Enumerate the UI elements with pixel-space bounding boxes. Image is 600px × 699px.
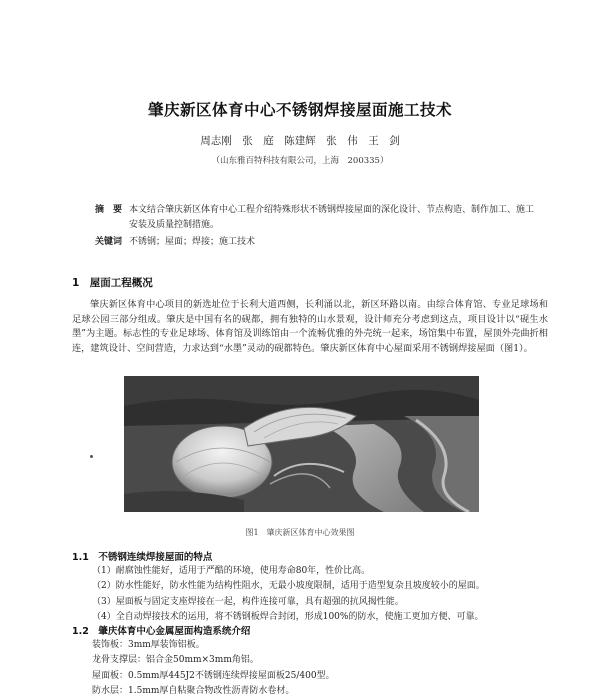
keywords-text: 不锈钢；屋面；焊接；施工技术 xyxy=(129,237,256,247)
author-list: 周志刚 张 庭 陈建辉 张 伟 王 剑 xyxy=(200,135,400,147)
scan-speck xyxy=(90,455,93,458)
roof-layers-list xyxy=(92,638,548,699)
figure-caption: 图1 肇庆新区体育中心效果图 xyxy=(245,528,355,537)
stadium-aerial-image xyxy=(124,376,479,512)
list-item: （3）屋面板与固定支座焊接在一起，构件连接可靠，具有超强的抗风揭性能。 xyxy=(92,596,404,607)
abstract-text: 本文结合肇庆新区体育中心工程介绍特殊形状不锈钢焊接屋面的深化设计、节点构造、制作加工、施工安装及质量控制措施。 xyxy=(129,205,535,230)
list-item: （4）全自动焊接技术的运用，将不锈钢板焊合封闭，形成100%的防水，使施工更加方便、可靠。 xyxy=(92,611,484,622)
section-heading: 1 屋面工程概况 xyxy=(72,277,153,289)
abstract-block xyxy=(95,203,543,252)
stadium-rendering-figure xyxy=(124,376,479,512)
list-item: 防水层：1.5mm厚自粘聚合物改性沥青防水卷材。 xyxy=(92,685,295,696)
features-list xyxy=(92,564,548,625)
abstract-label: 摘 要 xyxy=(95,205,123,215)
list-item: （1）耐腐蚀性能好，适用于严酷的环境，使用寿命80年，性价比高。 xyxy=(92,566,371,576)
paper-title: 肇庆新区体育中心不锈钢焊接屋面施工技术 xyxy=(147,101,452,119)
list-item: （2）防水性能好，防水性能为结构性阻水，无最小坡度限制，适用于造型复杂且坡度较小的屋面。 xyxy=(92,581,485,592)
subsection-heading-1-1: 1.1 不锈钢连续焊接屋面的特点 xyxy=(72,552,213,563)
keywords-label: 关键词 xyxy=(95,237,123,247)
section-paragraph: 肇庆新区体育中心项目的新选址位于长利大道西侧，长利涌以北，新区环路以南。由综合体育馆、专业足球场和足球公园三部分组成。肇庆是中国有名的砚都，拥有独特的山水景观，设计师充分考虑到这点，项目设计以“砚生水墨”为主题。标志性的专业足球场、体育馆及训练馆由一个流畅优雅的外壳统一起来，场馆集中布置，屋顶外壳曲折相连，建筑设计、空间营造，力求达到“水墨”灵动的砚都特色。肇庆新区体育中心屋面采用不锈钢焊接屋面（图1）。 xyxy=(72,299,548,354)
affiliation: （山东雅百特科技有限公司，上海 200335） xyxy=(211,156,389,166)
list-item: 装饰板：3mm厚装饰铝板。 xyxy=(92,640,205,650)
list-item: 龙骨支撑层：铝合金50mm×3mm角铝。 xyxy=(92,655,259,666)
list-item: 屋面板：0.5mm厚445J2不锈钢连续焊接屋面板25/400型。 xyxy=(92,670,335,681)
subsection-heading-1-2: 1.2 肇庆体育中心金属屋面构造系统介绍 xyxy=(72,626,251,637)
